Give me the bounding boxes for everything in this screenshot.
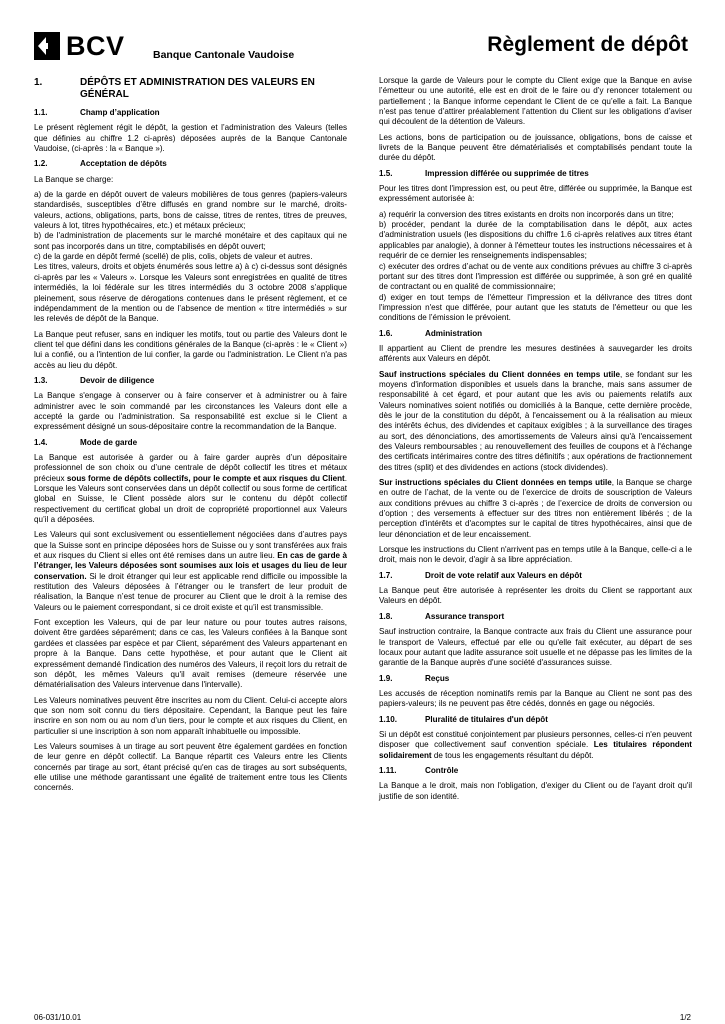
list-item: c) exécuter des ordres d’achat ou de vente aux conditions prévues au chiffre 3 ci-après portant sur des titres dont l'impression est différée ou supprimée, à son gré en qualité de contractant ou en qualité de commissionnaire; [379,261,692,292]
bcv-emblem-icon [34,32,60,60]
list-item: c) de la garde en dépôt fermé (scellé) de plis, colis, objets de valeur et autres. [34,252,313,262]
paragraph: Le présent règlement régit le dépôt, la gestion et l’administration des Valeurs (telles que définies au chiffre 1.2 ci-après) déposées auprès de la Banque Cantonale Vaudoise, (ci-après : la « Banque »). [34,123,347,154]
paragraph: Les actions, bons de participation ou de jouissance, obligations, bons de caisse et livrets de la Banque peuvent être dématérialisés et comptabilisés pendant toute la durée du dépôt. [379,132,692,163]
list-item: d) exiger en tout temps de l'émetteur l'impression et la délivrance des titres dont l'impression n'est que différée, pour autant que les statuts de l'émetteur ou que les conditions de l’émission le prévoient. [379,292,692,323]
section-1-7-heading: 1.7. Droit de vote relatif aux Valeurs en dépôt [379,570,582,580]
section-1-11-heading: 1.11. Contrôle [379,765,459,775]
paragraph: Lorsque les instructions du Client n'arrivent pas en temps utile à la Banque, celle-ci a le droit, mais non le devoir, d'agir à sa libre appréciation. [379,545,692,565]
section-1-3-heading: 1.3. Devoir de diligence [34,375,155,385]
paragraph: Si un dépôt est constitué conjointement par plusieurs personnes, celles-ci n'en peuvent disposer que collectivement sauf convention spéciale. Les titulaires répondent solidairement de tous les engagements résultant du dépôt. [379,729,692,760]
paragraph: Les Valeurs nominatives peuvent être inscrites au nom du Client. Celui-ci accepte alors que son nom soit connu du tiers dépositaire. Cependant, la Banque peut les faire inscrire en son nom ou au nom d’un tiers, pour le compte et aux risques du Client, en particulier si une inscription à son nom apparaît inhabituelle ou impossible. [34,695,347,736]
paragraph: La Banque est autorisée à garder ou à faire garder auprès d’un dépositaire professionnel de son choix ou d’une centrale de dépôt collectif les titres et métaux précieux sous forme de dépôts collectifs, pour le compte et aux risques du Client. Lorsque les Valeurs sont conservées dans un dépôt collectif ou sous forme de certificat global en Suisse, le Client possède alors sur le contenu du dépôt collectif respectivement du certificat global un droit de copropriété proportionnel aux Valeurs qu’il a déposées. [34,452,347,525]
paragraph: La Banque se charge: [34,174,114,184]
paragraph: Sauf instructions spéciales du Client données en temps utile, se fondant sur les moyens d'information disponibles et usuels dans la branche, mais sans assumer de responsabilité à cet égard, et pour autant que les avis ou paiements relatifs aux Valeurs nominatives soient notifiés ou domiciliés à la Banque, cette dernière procède, dès le jour de la constitution du dépôt, à l'encaissement ou à la réalisation au mieux des intérêts échus, des dividendes et capitaux exigibles ; à la surveillance des tirages au sort, des dénonciations, des amortissements de Valeurs ainsi qu'à l'encaissement des Valeurs remboursables ; au renouvellement des feuilles de coupons et à l'échange des certificats intérimaires contre des titres définitifs ; aux opérations de fractionnement des titres (split) et des dividendes en actions (stock dividendes). [379,369,692,472]
paragraph: Font exception les Valeurs, qui de par leur nature ou pour toutes autres raisons, doivent être gardées séparément; dans ce cas, les Valeurs confiées à la Banque sont gardées et classées par espèce et par Client, séparément des Valeurs appartenant en propre à la Banque. Dans cette hypothèse, et pour autant que le Client ait expressément demandé l'indication des numéros des Valeurs, il reçoit lors du retrait de son dépôt, les mêmes Valeurs qu'il avait remises (demeure réservée une dématérialisation des Valeurs intervenue dans l'intervalle). [34,618,347,690]
paragraph: Les titres, valeurs, droits et objets énumérés sous lettre a) à c) ci-dessus sont désignés ci-après par les « Valeurs ». Lorsque les Valeurs sont enregistrées en qualité de titres intermédiés, la loi fédérale sur les titres intermédiés du 3 octobre 2008 s’applique pleinement, sous réserve de dérogations contenues dans le présent règlement, et ce indépendamment de la mention ou de l’absence de mention « titre intermédiés » sur les relevés de dépôt de la Banque. [34,262,347,324]
paragraph: Les accusés de réception nominatifs remis par la Banque au Client ne sont pas des papiers-valeurs; ils ne peuvent pas être cédés, donnés en gage ou négociés. [379,688,692,709]
section-1-1-heading: 1.1. Champ d’application [34,108,160,117]
paragraph: La Banque a le droit, mais non l'obligation, d'exiger du Client ou de l'ayant droit qu'il justifie de son identité. [379,781,692,801]
section-1-9-heading: 1.9. Reçus [379,673,450,683]
section-1-8-heading: 1.8. Assurance transport [379,611,505,621]
list-item: b) procéder, pendant la durée de la comptabilisation dans le dépôt, aux actes d'administration usuels (les dispositions du chiffre 1.6 ci-après relatives aux titres étant applicables par analogie), à donner à l'émetteur toutes les instructions nécessaires et à requérir de ce dernier les renseignements indispensables; [379,220,692,261]
bank-name: Banque Cantonale Vaudoise [153,49,295,61]
list-item: a) de la garde en dépôt ouvert de valeurs mobilières de tous genres (papiers-valeurs standardisés, susceptibles d’être diffusés en grand nombre sur le marché, droits-valeurs, actions, obligations, parts, bons de caisse, titres de rentes, titres de preuves, valeurs à lot, titres hypothécaires, etc.) et métaux précieux; [34,190,347,231]
bcv-logo [34,32,125,60]
paragraph: Il appartient au Client de prendre les mesures destinées à sauvegarder les droits afférents aux Valeurs en dépôt. [379,343,692,364]
paragraph: La Banque peut être autorisée à représenter les droits du Client se rapportant aux Valeurs en dépôt. [379,586,692,606]
section-1-heading: 1. DÉPÔTS ET ADMINISTRATION DES VALEURS EN GÉNÉRAL [34,77,315,100]
paragraph: La Banque peut refuser, sans en indiquer les motifs, tout ou partie des Valeurs dont le client tel que défini dans les conditions générales de la Banque (ci-après : le « Client ») lui a confié, ou a l'intention de lui confier, la garde ou l'administration. Le Client n'a pas accès au lieu du dépôt. [34,329,347,370]
section-1-10-heading: 1.10. Pluralité de titulaires d'un dépôt [379,714,548,724]
paragraph: Lorsque la garde de Valeurs pour le compte du Client exige que la Banque en avise l’émetteur ou une autorité, elle est en droit de le faire ou d’y renoncer totalement ou partiellement ; la Banque informe cependant le Client de ce qu’elle a fait. La Banque n’est pas tenue d’attirer préalablement l’attention du Client sur les obligations d’aviser qui découlent de la détention de Valeurs. [379,76,692,127]
section-1-6-heading: 1.6. Administration [379,328,483,338]
list-item: a) requérir la conversion des titres existants en droits non incorporés dans un titre; [379,209,674,219]
section-1-4-heading: 1.4. Mode de garde [34,437,138,447]
paragraph: Sauf instruction contraire, la Banque contracte aux frais du Client une assurance pour le transport de Valeurs, effectué par elle ou qu'elle fait exécuter, au départ de ses locaux pour autant que ladite assurance soit usuelle et ne dépasse pas les limites de la garantie de la Banque auprès d'une société d'assurances suisse. [379,627,692,668]
document-code: 06-031/10.01 [34,1013,82,1022]
paragraph: Les Valeurs qui sont exclusivement ou essentiellement négociées dans d’autres pays que la Suisse sont en principe déposées hors de Suisse ou y sont transférées aux frais et aux risques du Client si elles ont été remises dans un autre lieu. En cas de garde à l’étranger, les Valeurs déposées sont soumises aux lois et usages du lieu de leur conservation. Si le droit étranger qui leur est applicable rend difficile ou impossible la restitution des Valeurs déposées à l’étranger ou le transfert de leur produit de réalisation, la Banque n’est tenue de procurer au Client que le droit à la remise des Valeurs ou le paiement correspondant, si ce droit existe et qu’il est transmissible. [34,530,347,612]
left-column [34,77,347,799]
logo-text: BCV [66,31,125,61]
section-1-5-heading: 1.5. Impression différée ou supprimée de titres [379,168,589,178]
list-item: b) de l'administration de placements sur le marché monétaire et des capitaux qui ne sont pas incorporés dans un titre, comptabilisés en dépôt ouvert; [34,231,347,251]
document-title: Règlement de dépôt [487,33,688,56]
paragraph: La Banque s'engage à conserver ou à faire conserver et à administrer ou à faire administrer avec le soin commandé par les circonstances les Valeurs dont elle a accepté la garde ou l'administration. Sa responsabilité est exclue si le Client a expressément désigné un sous-dépositaire contre la recommandation de la Banque. [34,391,347,432]
paragraph: Sur instructions spéciales du Client données en temps utile, la Banque se charge en outre de l’achat, de la vente ou de l’exercice de droits de souscription de Valeurs aux conditions prévues au chiffre 3 ci-après ; de l’exercice de droits de conversion ou d’option ; des versements à effectuer sur des titres non entièrement libérés ; de la perception d'intérêts et d'acomptes sur le capital de titres hypothécaires, ainsi que de leur dénonciation et de leur encaissement. [379,478,692,539]
right-column [379,76,692,807]
page-number: 1/2 [679,1013,691,1022]
paragraph: Les Valeurs soumises à un tirage au sort peuvent être également gardées en fonction de leur genre en dépôt collectif. La Banque répartit ces Valeurs entre les Clients concernés par tirage au sort, étant précisé qu'en cas de tirages au sort subséquents, elle utilise une méthode garantissant une égalité de traitement entre tous les Clients concernés. [34,741,347,793]
paragraph: Pour les titres dont l'impression est, ou peut être, différée ou supprimée, la Banque est expressément autorisée à: [379,184,692,204]
section-1-2-heading: 1.2. Acceptation de dépôts [34,159,167,169]
